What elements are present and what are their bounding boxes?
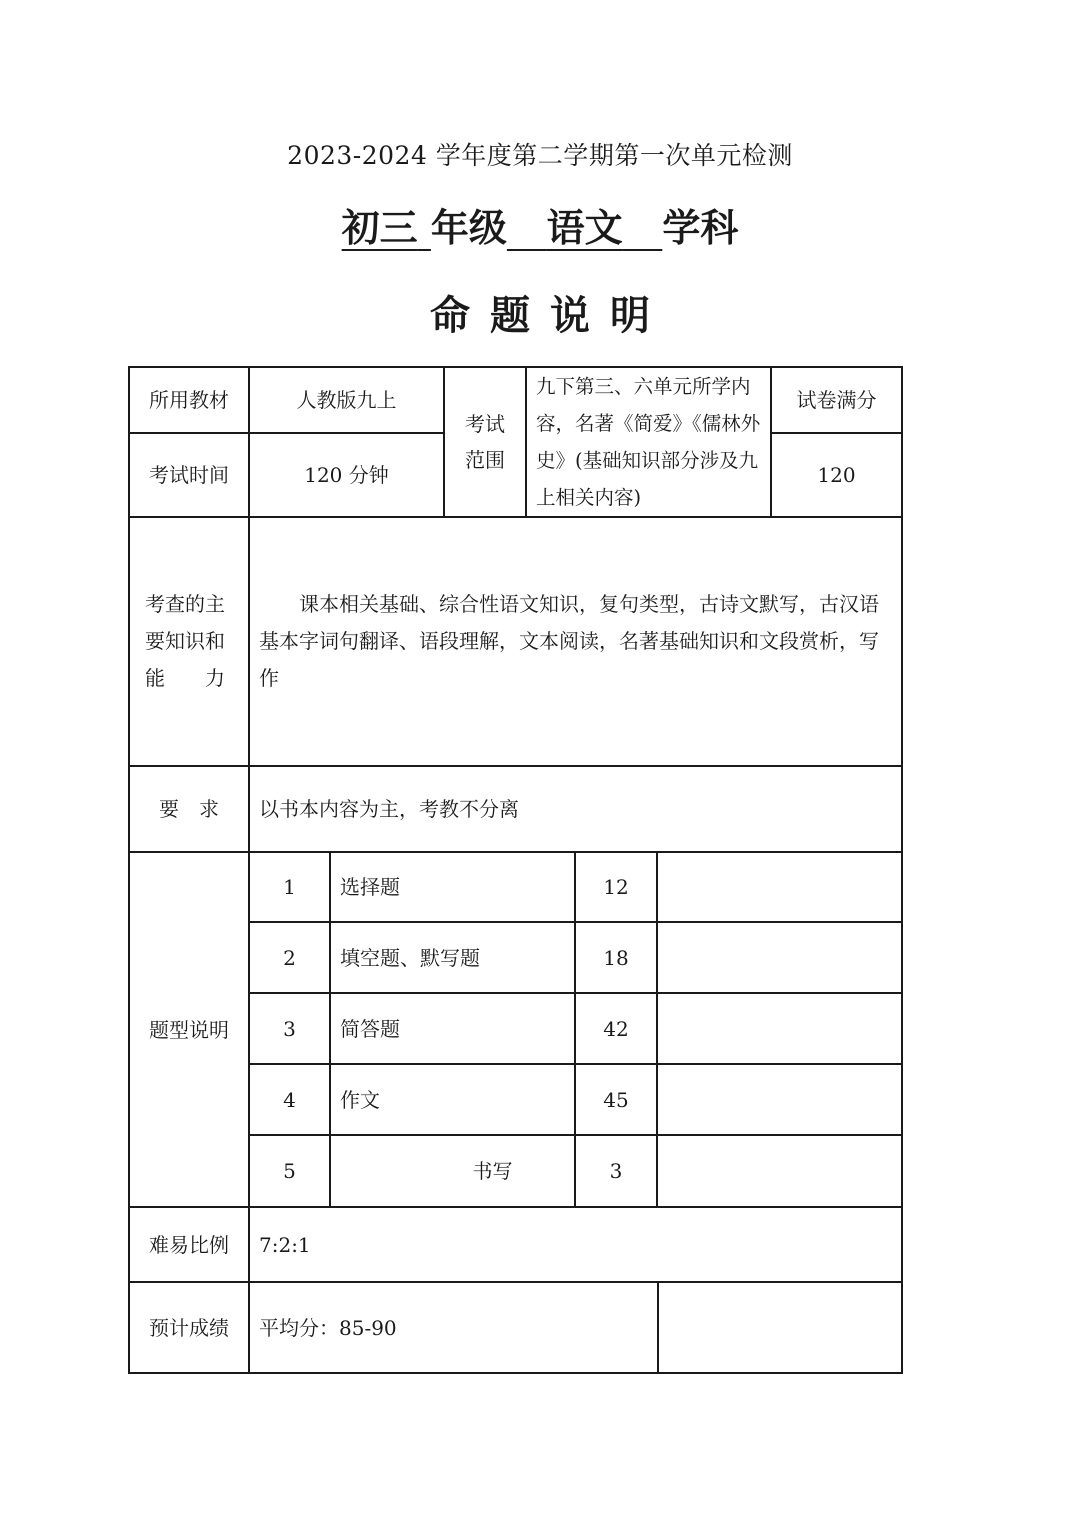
exam-scope-value: 九下第三、六单元所学内容，名著《简爱》《儒林外史》(基础知识部分涉及九上相关内容) [536, 375, 761, 509]
expected-score-value: 平均分：85-90 [259, 1315, 397, 1340]
textbook-value: 人教版九上 [296, 388, 397, 412]
question-name: 填空题、默写题 [340, 945, 480, 970]
question-name: 作文 [340, 1087, 380, 1112]
question-no: 1 [283, 875, 296, 899]
question-no: 5 [283, 1159, 296, 1183]
full-score-label: 试卷满分 [796, 388, 877, 412]
question-no: 3 [283, 1016, 296, 1041]
document-title: 2023-2024 学年度第二学期第一次单元检测 [287, 141, 793, 170]
question-score: 42 [603, 1016, 629, 1041]
grade-suffix: 年级 [430, 205, 507, 250]
knowledge-value [249, 517, 902, 766]
question-no: 2 [283, 945, 296, 970]
expected-score-label: 预计成绩 [149, 1315, 229, 1340]
difficulty-value: 7:2:1 [259, 1232, 311, 1257]
question-score: 45 [603, 1087, 629, 1112]
difficulty-label: 难易比例 [149, 1232, 229, 1257]
question-score: 3 [609, 1159, 623, 1183]
textbook-label: 所用教材 [149, 388, 229, 412]
question-score: 18 [603, 945, 629, 970]
question-score: 12 [603, 875, 629, 899]
exam-time-value: 120 分钟 [304, 463, 389, 487]
question-types-label: 题型说明 [149, 1017, 229, 1042]
requirement-label: 要 求 [159, 797, 219, 821]
exam-scope-label [444, 367, 526, 517]
subject-suffix: 学科 [662, 205, 739, 250]
subject-value: 语文 [546, 205, 623, 250]
question-no: 4 [283, 1087, 296, 1112]
question-name: 选择题 [340, 875, 400, 899]
question-name: 书写 [472, 1159, 513, 1183]
requirement-value: 以书本内容为主，考教不分离 [259, 797, 519, 821]
document-heading: 命题说明 [430, 292, 670, 339]
grade-value: 初三 [341, 205, 418, 250]
exam-scope-label-line1: 考试 [465, 412, 505, 436]
knowledge-label: 考查的主要知识和能 力 [145, 592, 225, 690]
grade-subject-line [0, 200, 1080, 256]
knowledge-paragraph: 课本相关基础、综合性语文知识，复句类型，古诗文默写，古汉语基本字词句翻译、语段理解，文本阅读，名著基础知识和文段赏析，写作 [259, 592, 879, 690]
question-name: 简答题 [340, 1016, 400, 1041]
exam-time-label: 考试时间 [149, 463, 229, 487]
exam-scope-label-line2: 范围 [465, 448, 505, 472]
full-score-value: 120 [817, 463, 856, 487]
